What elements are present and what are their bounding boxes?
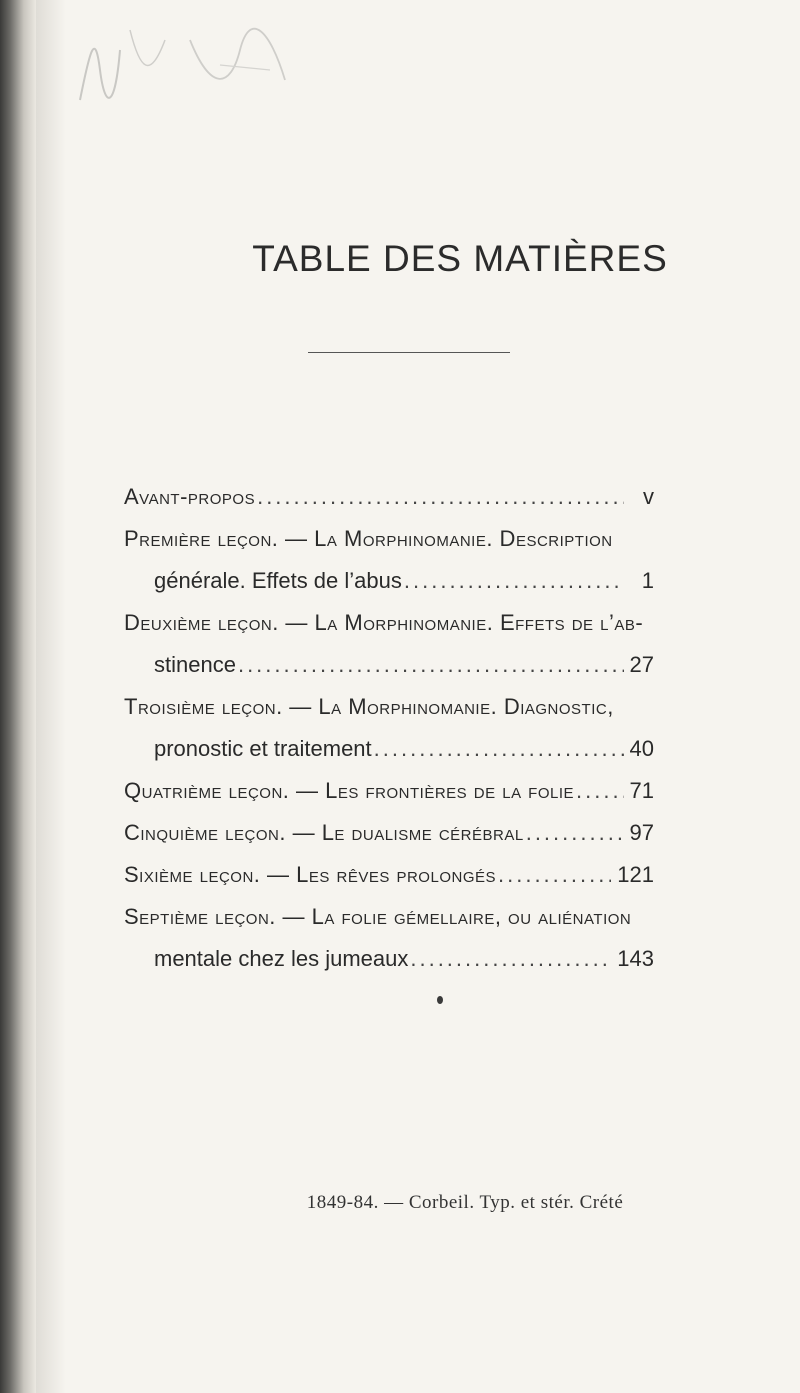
- title-rule: [308, 352, 510, 353]
- dot-leader: [374, 732, 624, 766]
- toc-entry-avant-propos[interactable]: [124, 480, 654, 514]
- toc-page-number: v: [643, 484, 654, 509]
- toc-entry-lecon-1-cont[interactable]: [154, 564, 654, 598]
- dot-leader: [410, 942, 611, 976]
- toc-entry-lecon-6[interactable]: [124, 858, 654, 892]
- toc-page-number: 143: [617, 946, 654, 971]
- dot-leader: [257, 480, 624, 514]
- toc-entry-lecon-4[interactable]: [124, 774, 654, 808]
- toc-entry-lecon-7-cont[interactable]: [154, 942, 654, 976]
- toc-entry-lecon-5[interactable]: [124, 816, 654, 850]
- toc-entry-lecon-3-cont[interactable]: [154, 732, 654, 766]
- toc-label-continued: pronostic et traitement: [154, 736, 372, 761]
- toc-label: Septième leçon. — La folie gémellaire, ou aliénation: [124, 904, 632, 929]
- toc-label-continued: mentale chez les jumeaux: [154, 946, 409, 971]
- toc-page-number: 97: [629, 820, 654, 845]
- toc-entry-lecon-2[interactable]: [124, 606, 654, 640]
- printer-colophon: 1849-84. — Corbeil. Typ. et stér. Crété: [306, 1192, 624, 1213]
- dot-leader: [526, 816, 624, 850]
- toc-entry-lecon-2-cont[interactable]: [154, 648, 654, 682]
- toc-label: Quatrième leçon. — Les frontières de la folie: [124, 778, 575, 803]
- toc-entry-lecon-3[interactable]: [124, 690, 654, 724]
- dot-leader: [576, 774, 623, 808]
- toc-label: Troisième leçon. — La Morphinomanie. Diagnostic,: [124, 694, 614, 719]
- toc-page-number: 40: [629, 736, 654, 761]
- toc-page-number: 27: [629, 652, 654, 677]
- dot-leader: [498, 858, 611, 892]
- book-binding-edge: [0, 0, 36, 1393]
- handwritten-scribble: [70, 10, 300, 120]
- dot-leader: [404, 564, 624, 598]
- gutter-shadow: [36, 0, 66, 1393]
- toc-label-continued: stinence: [154, 652, 236, 677]
- toc-label: Deuxième leçon. — La Morphinomanie. Effets de l’ab-: [124, 610, 644, 635]
- toc-label: Première leçon. — La Morphinomanie. Description: [124, 526, 613, 551]
- toc-label: Avant-propos: [124, 484, 256, 509]
- decorative-dot: [437, 996, 443, 1004]
- toc-entry-lecon-1[interactable]: [124, 522, 654, 556]
- toc-label: Sixième leçon. — Les rêves prolongés: [124, 862, 496, 887]
- toc-page-number: 71: [629, 778, 654, 803]
- toc-page-number: 1: [641, 568, 654, 593]
- toc-page-number: 121: [617, 862, 654, 887]
- toc-label: Cinquième leçon. — Le dualisme cérébral: [124, 820, 524, 845]
- toc-entry-lecon-7[interactable]: [124, 900, 654, 934]
- dot-leader: [238, 648, 624, 682]
- toc-label-continued: générale. Effets de l’abus: [154, 568, 402, 593]
- page-title: TABLE DES MATIÈRES: [252, 238, 668, 279]
